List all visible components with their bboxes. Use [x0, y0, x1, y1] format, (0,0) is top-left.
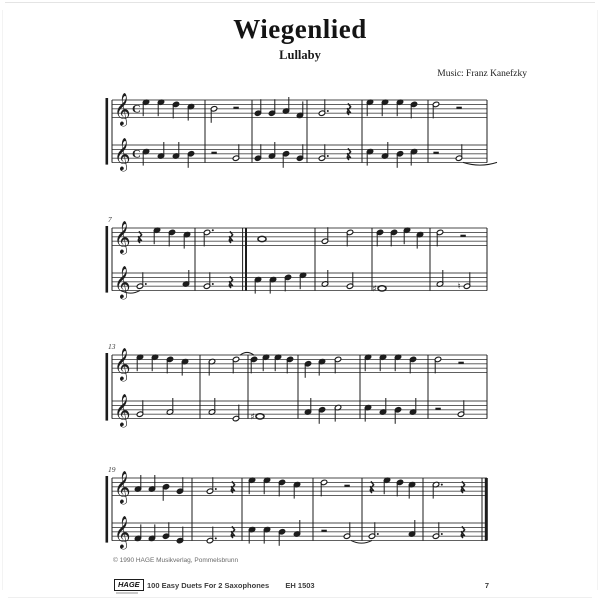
- note-event: [284, 274, 291, 291]
- treble-clef-icon: 𝄞: [114, 470, 131, 504]
- note-event: [346, 272, 353, 289]
- note-event: [434, 356, 441, 373]
- note-event: [390, 229, 397, 246]
- time-signature: C: [132, 101, 141, 116]
- note-event: [456, 107, 461, 109]
- augmentation-dot: [212, 283, 214, 285]
- hage-logo-text: HAGE: [118, 580, 140, 589]
- copyright-notice: © 1990 HAGE Musikverlag, Pommelsbrunn: [113, 557, 239, 564]
- treble-clef-icon: 𝄞: [114, 393, 131, 427]
- note-event: [136, 400, 143, 417]
- treble-clef-icon: 𝄞: [114, 220, 131, 254]
- note-event: [344, 485, 349, 487]
- note-event: [433, 152, 438, 154]
- augmentation-dot: [441, 484, 443, 486]
- half-rest: [435, 408, 440, 410]
- augmentation-dot: [145, 283, 147, 285]
- augmentation-dot: [327, 155, 329, 157]
- system-3-staff-1: [112, 348, 487, 382]
- note-event: [343, 522, 350, 539]
- note-event: [203, 229, 214, 246]
- note-event: [206, 477, 217, 494]
- note-event: [318, 144, 329, 161]
- measure-number: 13: [108, 342, 116, 351]
- note-event: [457, 400, 464, 417]
- note-event: [254, 99, 261, 116]
- treble-clef-icon: 𝄞: [114, 347, 131, 381]
- system-1-staff-2: [112, 138, 487, 172]
- note-event: [396, 151, 403, 168]
- note-event: [368, 522, 379, 539]
- note-event: [318, 407, 325, 424]
- note-event: [304, 361, 311, 378]
- note-event: [172, 101, 179, 118]
- note-event: [278, 529, 285, 546]
- time-signature: C: [132, 146, 141, 161]
- note-event: [203, 272, 214, 289]
- note-event: [254, 144, 261, 161]
- final-barline-thick: [485, 478, 488, 541]
- note-event: [460, 235, 465, 237]
- note-event: [211, 152, 216, 154]
- note-event: [166, 356, 173, 373]
- note-event: [278, 479, 285, 496]
- note-event: [435, 408, 440, 410]
- measure-number: 19: [108, 465, 116, 474]
- half-rest: [211, 152, 216, 154]
- note-event: [409, 356, 416, 373]
- system-4: [106, 465, 488, 550]
- system-bracket: [106, 353, 109, 421]
- page-number: 7: [484, 581, 489, 590]
- treble-clef-icon: 𝄞: [114, 92, 131, 126]
- note-event: [168, 229, 175, 246]
- note-event: [176, 527, 183, 544]
- augmentation-dot: [215, 488, 217, 490]
- note-event: [346, 229, 353, 246]
- note-event: [320, 479, 327, 496]
- note-event: [432, 522, 443, 539]
- composer-credit: Music: Franz Kanefzky: [437, 69, 527, 79]
- note-event: [268, 99, 275, 116]
- system-bracket: [106, 98, 109, 165]
- note-event: [334, 356, 341, 373]
- note-event: [394, 407, 401, 424]
- note-event: [373, 284, 387, 294]
- note-event: [206, 527, 217, 544]
- note-event: [432, 101, 439, 118]
- half-rest: [344, 485, 349, 487]
- augmentation-dot: [441, 533, 443, 535]
- accidental: ♯: [372, 284, 377, 295]
- note-event: [233, 107, 238, 109]
- system-1: [106, 93, 498, 172]
- note-event: [232, 356, 239, 373]
- system-1-staff-1: [112, 93, 487, 127]
- augmentation-dot: [327, 110, 329, 112]
- note-event: [436, 229, 443, 246]
- augmentation-dot: [377, 533, 379, 535]
- note-event: [210, 106, 217, 123]
- note-event: [455, 144, 462, 161]
- note-event: [162, 522, 169, 539]
- treble-clef-icon: 𝄞: [114, 265, 131, 299]
- note-event: [187, 151, 194, 168]
- note-event: [396, 479, 403, 496]
- note-event: [162, 484, 169, 501]
- note-event: [286, 356, 293, 373]
- note-event: [232, 405, 239, 422]
- logo-subtext-smudge: [116, 592, 138, 594]
- note-event: [458, 362, 463, 364]
- note-event: [321, 530, 326, 532]
- half-rest: [233, 107, 238, 109]
- treble-clef-icon: 𝄞: [114, 515, 131, 549]
- system-bracket: [106, 226, 109, 293]
- note-event: [232, 144, 239, 161]
- system-3: [106, 342, 488, 428]
- note-event: [250, 356, 257, 373]
- series-title: 100 Easy Duets For 2 Saxophones: [147, 581, 270, 590]
- half-rest: [460, 235, 465, 237]
- note-event: [296, 144, 303, 161]
- augmentation-dot: [215, 537, 217, 539]
- whole-note: [258, 236, 266, 241]
- note-event: [136, 272, 147, 289]
- half-rest: [458, 362, 463, 364]
- augmentation-dot: [212, 229, 214, 231]
- half-rest: [456, 107, 461, 109]
- catalog-number: EH 1503: [285, 581, 315, 590]
- page-subtitle: Lullaby: [279, 48, 321, 62]
- note-event: [251, 412, 265, 422]
- note-event: [176, 477, 183, 494]
- note-event: [321, 227, 328, 244]
- treble-clef-icon: 𝄞: [114, 137, 131, 171]
- note-event: [258, 236, 266, 241]
- system-2-staff-2: [112, 266, 487, 300]
- note-event: [318, 99, 329, 116]
- whole-note: [256, 414, 264, 419]
- accidental: ♮: [457, 282, 461, 293]
- half-rest: [433, 152, 438, 154]
- system-2-staff-1: [112, 221, 487, 255]
- note-event: [410, 101, 417, 118]
- note-event: [282, 151, 289, 168]
- half-rest: [321, 530, 326, 532]
- measure-number: 7: [108, 215, 112, 224]
- note-event: [376, 229, 383, 246]
- system-2: [106, 215, 488, 300]
- system-bracket: [106, 476, 109, 543]
- whole-note: [378, 286, 386, 291]
- accidental: ♯: [250, 412, 255, 423]
- page-title: Wiegenlied: [233, 14, 367, 44]
